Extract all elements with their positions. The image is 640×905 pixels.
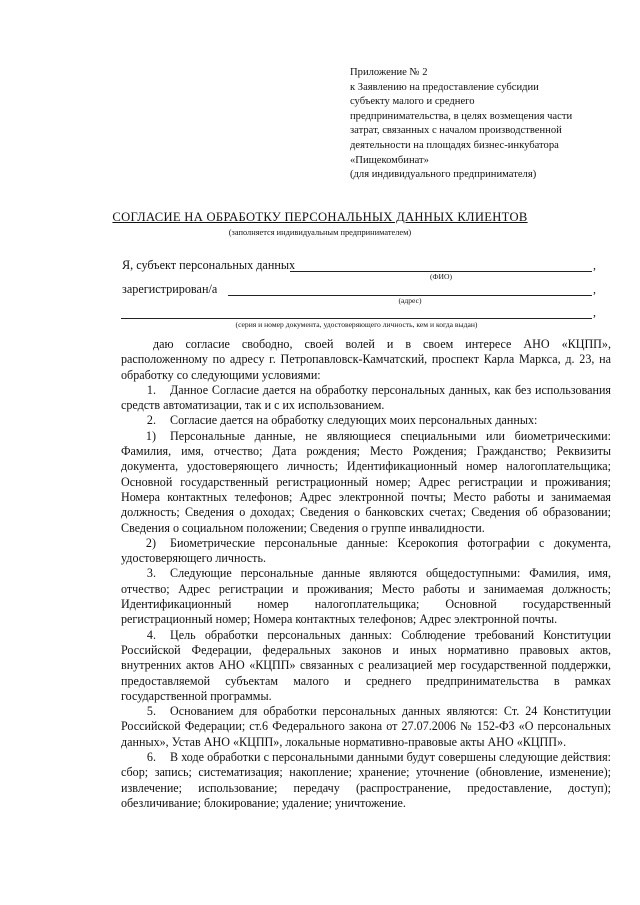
item-text: Персональные данные, не являющиеся специальными или биометрическими: Фамилия, имя, отчество; Дата рождения; Место Рождения; Гражданство; Реквизиты документа, удостоверяющего личность; Идентификационный номер налогоплательщика; Основной государственный регистрационный номер; Адрес регистрации и проживания; Номера контактных телефонов; Адрес электронной почты; Место работы и занимаемая должность; Сведения о доходах; Сведения о банковских счетах; Сведения об образовании; Сведения о социальном положении; Сведения о группе инвалидности. <box>121 428 611 535</box>
comma: , <box>593 305 596 319</box>
item-text: Основанием для обработки персональных данных являются: Ст. 24 Конституции Российской Федерации; ст.6 Федерального закона от 27.07.2006 № 152-ФЗ «О персональных данных», Устав АНО «КЦПП», локальные нормативно-правовые акты АНО «КЦПП». <box>121 704 611 749</box>
item-number: 5. <box>146 704 156 719</box>
annex-line: «Пищекомбинат» <box>350 154 429 166</box>
list-item <box>121 750 611 811</box>
annex-line: субъекту малого и среднего <box>350 96 475 108</box>
comma: , <box>593 258 596 272</box>
document-hint: (серия и номер документа, удостоверяющего личность, кем и когда выдан) <box>235 320 478 329</box>
item-number: 3. <box>146 566 156 581</box>
item-text: Данное Согласие дается на обработку персональных данных, как без использования средств автоматизации, так и с их использованием. <box>121 382 611 413</box>
list-item <box>121 704 611 750</box>
annex-header <box>350 66 600 183</box>
item-number: 2) <box>145 535 156 550</box>
list-item <box>121 536 611 567</box>
annex-line: деятельности на площадях бизнес-инкубатора <box>350 139 559 151</box>
item-text: Цель обработки персональных данных: Соблюдение требований Конституции Российской Федерации, федеральных законов и иных нормативно правовых актов, внутренних актов АНО «КЦПП» связанных с реализацией мер государственной поддержки, предоставляемой субъектам малого и среднего предпринимательства в рамках государственной программы. <box>121 627 611 703</box>
item-number: 4. <box>146 627 156 642</box>
list-item <box>121 429 611 536</box>
list-item <box>121 413 611 428</box>
subject-label: Я, субъект персональных данных <box>122 258 296 272</box>
item-number: 6. <box>146 750 156 765</box>
address-hint: (адрес) <box>398 296 422 305</box>
document-subtitle: (заполняется индивидуальным предпринимателем) <box>228 228 412 237</box>
item-text: Согласие дается на обработку следующих моих персональных данных: <box>170 413 538 428</box>
document-input-line[interactable] <box>121 318 592 319</box>
item-number: 2. <box>146 413 156 428</box>
comma: , <box>593 282 596 296</box>
item-text: В ходе обработки с персональными данными будут совершены следующие действия: сбор; запись; систематизация; накопление; хранение; уточнение (обновление, изменение); извлечение; использование; передачу (распространение, предоставление, доступ); обезличивание; блокирование; удаление; уничтожение. <box>121 750 611 810</box>
document-title: СОГЛАСИЕ НА ОБРАБОТКУ ПЕРСОНАЛЬНЫХ ДАННЫХ КЛИЕНТОВ <box>112 210 528 224</box>
item-text: Биометрические персональные данные: Ксерокопия фотографии с документа, удостоверяющего личность. <box>121 535 611 566</box>
annex-line: (для индивидуального предпринимателя) <box>350 169 537 181</box>
item-text: Следующие персональные данные являются общедоступными: Фамилия, имя, отчество; Адрес регистрации и проживания; Место работы и занимаемая должность; Идентификационный номер налогоплательщика; Основной государственный регистрационный номер; Номера контактных телефонов; Адрес электронной почты. <box>121 566 611 627</box>
item-number: 1. <box>146 382 156 397</box>
intro-paragraph: даю согласие свободно, своей волей и в своем интересе АНО «КЦПП», расположенному по адресу г. Петропавловск-Камчатский, проспект Карла Маркса, д. 23, на обработку со следующими условиями: <box>121 337 611 382</box>
annex-line: к Заявлению на предоставление субсидии <box>350 81 539 93</box>
fio-hint: (ФИО) <box>429 272 453 281</box>
list-item <box>121 628 611 704</box>
annex-line: предпринимательства, в целях возмещения части <box>350 110 573 122</box>
list-item <box>121 383 611 414</box>
item-number: 1) <box>145 428 156 443</box>
registered-label: зарегистрирован/а <box>122 282 218 296</box>
consent-body <box>121 337 611 811</box>
annex-line: Приложение № 2 <box>350 67 428 78</box>
annex-line: затрат, связанных с началом производственной <box>350 125 562 137</box>
list-item <box>121 566 611 627</box>
